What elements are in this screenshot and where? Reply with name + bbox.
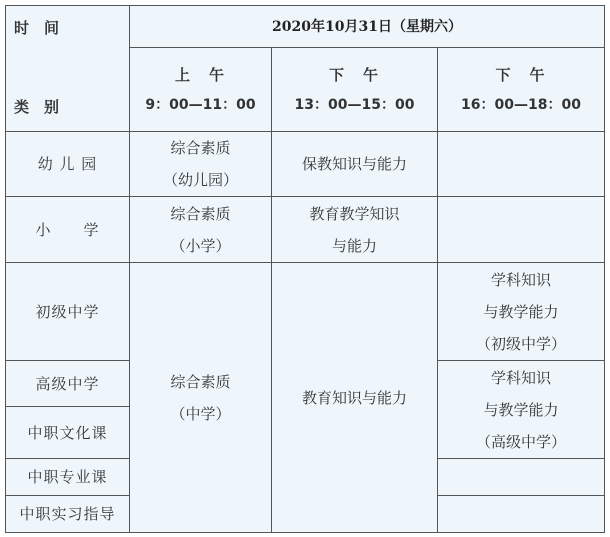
- category-label: 类 别: [14, 98, 60, 116]
- slot-period: 下 午: [328, 65, 380, 84]
- slot-afternoon-1: [272, 48, 438, 132]
- category-kindergarten: 幼 儿 园: [6, 132, 130, 197]
- kindergarten-morning-exam: [130, 132, 272, 197]
- secondary-afternoon-exam: [272, 263, 438, 533]
- header-corner-cell: [6, 6, 130, 132]
- exam-line: 综合素质: [170, 204, 231, 223]
- exam-date: 2020年10月31日（星期六）: [130, 6, 605, 48]
- primary-morning-exam: [130, 197, 272, 263]
- slot-time: 16：00—18：00: [461, 96, 581, 113]
- exam-line: 学科知识: [491, 368, 552, 387]
- primary-late-exam: [438, 197, 605, 263]
- exam-line: 与能力: [331, 236, 377, 255]
- slot-period: 下 午: [495, 65, 547, 84]
- secondary-morning-exam: [130, 263, 272, 533]
- kindergarten-afternoon-exam: [272, 132, 438, 197]
- category-senior: 高级中学: [6, 361, 130, 407]
- slot-time: 9：00—11：00: [145, 96, 256, 113]
- exam-line: 与教学能力: [483, 400, 559, 419]
- exam-line: （中学）: [170, 404, 231, 423]
- exam-line: （初级中学）: [476, 334, 567, 353]
- slot-afternoon-2: [438, 48, 605, 132]
- exam-line: 综合素质: [170, 139, 231, 157]
- slot-period: 上 午: [174, 65, 226, 84]
- exam-line: （小学）: [170, 236, 231, 255]
- junior-late-exam: [438, 263, 605, 361]
- category-voc-major: 中职专业课: [6, 459, 130, 496]
- slot-time: 13：00—15：00: [294, 96, 415, 113]
- exam-line: 教育知识与能力: [301, 388, 407, 407]
- category-voc-practice: 中职实习指导: [6, 496, 130, 533]
- slot-morning: [130, 48, 272, 132]
- exam-line: 教育教学知识: [309, 204, 400, 223]
- voc-major-late-exam: [438, 459, 605, 496]
- exam-line: 综合素质: [170, 372, 231, 391]
- exam-line: 与教学能力: [483, 302, 559, 321]
- exam-line: 保教知识与能力: [301, 155, 407, 173]
- category-junior: 初级中学: [6, 263, 130, 361]
- primary-afternoon-exam: [272, 197, 438, 263]
- category-voc-culture: 中职文化课: [6, 407, 130, 459]
- kindergarten-late-exam: [438, 132, 605, 197]
- time-label: 时 间: [14, 19, 60, 37]
- exam-line: （幼儿园）: [162, 171, 238, 189]
- exam-line: （高级中学）: [476, 432, 567, 451]
- category-primary: 小 学: [6, 197, 130, 263]
- senior-late-exam: [438, 361, 605, 459]
- exam-line: 学科知识: [491, 270, 552, 289]
- voc-practice-late-exam: [438, 496, 605, 533]
- exam-schedule-table: [5, 5, 605, 533]
